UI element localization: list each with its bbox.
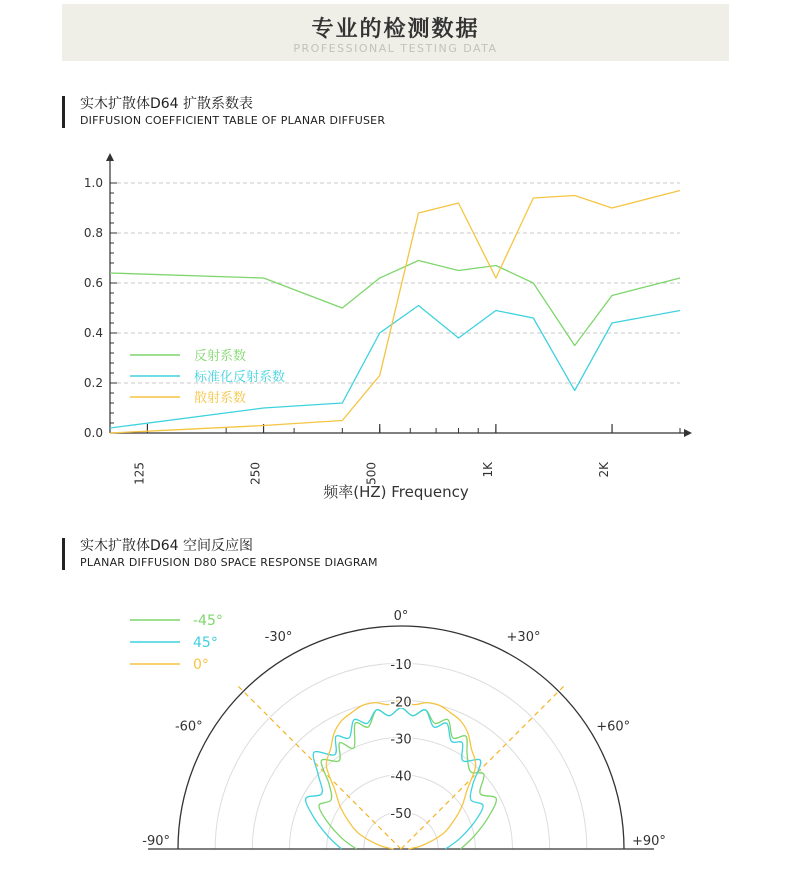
x-tick-label-2K: 2K	[597, 462, 612, 478]
page-title: 专业的检测数据	[311, 17, 480, 42]
ring-30	[290, 738, 513, 850]
section2-heading	[62, 538, 378, 570]
legend-label-2: 散射系数	[194, 391, 247, 406]
radial-label-10: -10	[390, 658, 412, 674]
polar-legend-label-2: 0°	[193, 657, 209, 673]
radial-label-20: -20	[390, 695, 412, 711]
polar-legend-label-1: 45°	[193, 635, 218, 651]
angle-label-0: 0°	[393, 609, 409, 624]
section1-title-en: DIFFUSION COEFFICIENT TABLE OF PLANAR DIFFUSER	[80, 114, 386, 127]
space-response-polar-chart	[0, 595, 790, 894]
angle-label-30: +30°	[506, 629, 541, 645]
x-axis-label: 频率(HZ) Frequency	[323, 483, 469, 501]
diffusion-coefficient-chart	[0, 140, 790, 510]
y-tick-label: 0.4	[83, 326, 103, 340]
x-tick-label-500: 500	[364, 462, 379, 485]
y-tick-label: 0.8	[83, 226, 103, 240]
section1-heading	[62, 96, 385, 128]
series-line-1	[110, 306, 680, 429]
angle-label-90: +90°	[632, 834, 666, 849]
polar-labels	[142, 609, 666, 849]
y-tick-label: 0.0	[83, 426, 103, 440]
x-axis-arrow	[684, 429, 692, 437]
polar-legend	[130, 613, 223, 673]
tick-labels	[84, 176, 611, 485]
y-tick-label: 0.6	[83, 276, 103, 290]
y-tick-label: 1.0	[83, 176, 103, 190]
radial-label-30: -30	[390, 732, 412, 748]
legend-label-0: 反射系数	[194, 349, 247, 364]
angle-label-60: -60°	[174, 719, 203, 735]
polar-legend-label-0: -45°	[193, 613, 223, 629]
y-axis-arrow	[106, 153, 114, 161]
x-tick-label-1K: 1K	[480, 462, 495, 478]
legend-label-1: 标准化反射系数	[194, 370, 286, 385]
radial-label-50: -50	[390, 806, 412, 822]
page-subtitle: PROFESSIONAL TESTING DATA	[293, 42, 498, 55]
section2-title-cn: 实木扩散体D64 空间反应图	[80, 538, 254, 554]
x-tick-label-125: 125	[132, 462, 147, 485]
chart-legend	[130, 348, 285, 406]
section1-title-cn: 实木扩散体D64 扩散系数表	[80, 96, 254, 112]
x-tick-label-250: 250	[248, 462, 263, 485]
radial-label-40: -40	[390, 769, 412, 785]
section2-title-en: PLANAR DIFFUSION D80 SPACE RESPONSE DIAGRAM	[80, 556, 378, 569]
angle-label-30: -30°	[264, 629, 293, 645]
header-banner	[62, 4, 729, 61]
angle-label-90: -90°	[142, 834, 170, 849]
angle-label-60: +60°	[596, 719, 631, 735]
y-tick-label: 0.2	[83, 376, 103, 390]
